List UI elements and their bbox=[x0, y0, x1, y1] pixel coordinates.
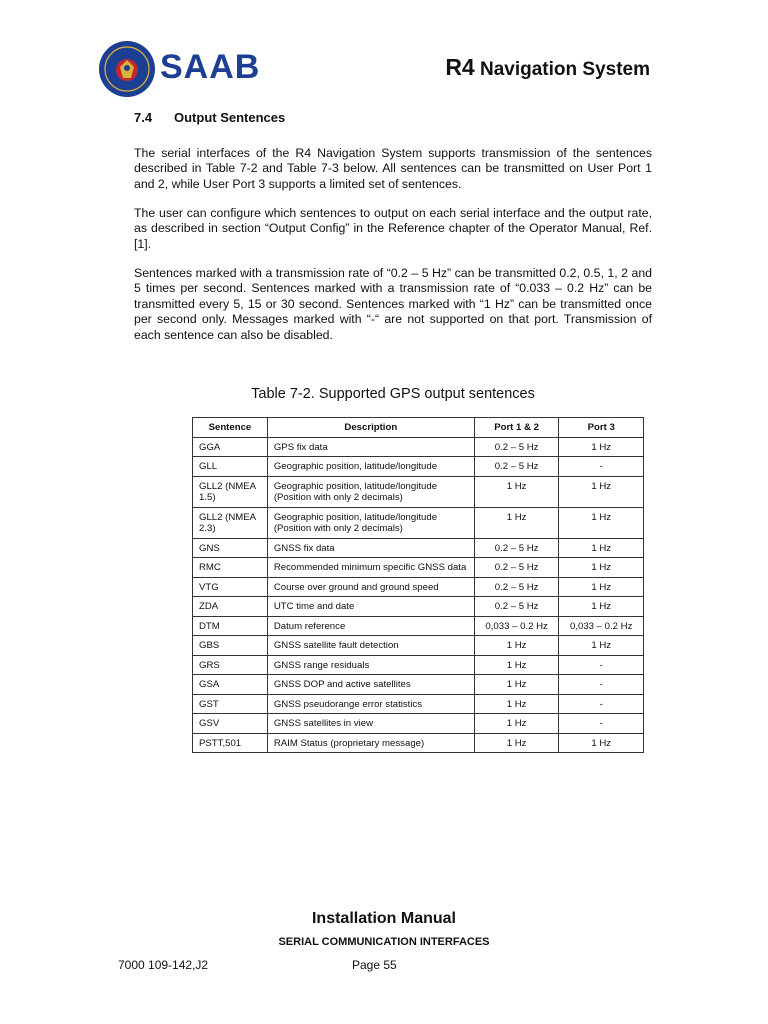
cell-sentence: GLL2 (NMEA 2.3) bbox=[193, 507, 268, 538]
cell-port-3: 1 Hz bbox=[559, 577, 644, 597]
section-title: Output Sentences bbox=[174, 110, 286, 125]
cell-description: Geographic position, latitude/longitude bbox=[267, 457, 474, 477]
page-number: Page 55 bbox=[352, 958, 397, 972]
table-row bbox=[193, 507, 644, 538]
cell-port-1-2: 1 Hz bbox=[474, 507, 559, 538]
cell-port-3: - bbox=[559, 694, 644, 714]
cell-port-3: 1 Hz bbox=[559, 733, 644, 753]
cell-port-3: - bbox=[559, 675, 644, 695]
cell-port-3: 1 Hz bbox=[559, 636, 644, 656]
cell-description: GPS fix data bbox=[267, 437, 474, 457]
column-header-description: Description bbox=[267, 418, 474, 438]
column-header-port-1-2: Port 1 & 2 bbox=[474, 418, 559, 438]
cell-description: GNSS DOP and active satellites bbox=[267, 675, 474, 695]
cell-port-1-2: 0.2 – 5 Hz bbox=[474, 597, 559, 617]
cell-port-1-2: 1 Hz bbox=[474, 476, 559, 507]
header-title-prefix: R4 bbox=[445, 54, 475, 80]
cell-sentence: GNS bbox=[193, 538, 268, 558]
table-row bbox=[193, 714, 644, 734]
cell-port-3: 1 Hz bbox=[559, 597, 644, 617]
cell-port-3: 1 Hz bbox=[559, 476, 644, 507]
cell-sentence: PSTT,501 bbox=[193, 733, 268, 753]
cell-sentence: VTG bbox=[193, 577, 268, 597]
header-title-rest: Navigation System bbox=[474, 59, 650, 80]
cell-port-3: - bbox=[559, 655, 644, 675]
cell-sentence: GST bbox=[193, 694, 268, 714]
cell-sentence: GGA bbox=[193, 437, 268, 457]
cell-port-1-2: 1 Hz bbox=[474, 675, 559, 695]
table-row bbox=[193, 733, 644, 753]
cell-sentence: GBS bbox=[193, 636, 268, 656]
saab-seal-icon bbox=[98, 40, 156, 98]
cell-description: Geographic position, latitude/longitude (Position with only 2 decimals) bbox=[267, 476, 474, 507]
cell-sentence: GLL bbox=[193, 457, 268, 477]
table-row bbox=[193, 577, 644, 597]
cell-sentence: GLL2 (NMEA 1.5) bbox=[193, 476, 268, 507]
table-row bbox=[193, 558, 644, 578]
page-header-title bbox=[445, 54, 650, 81]
paragraph-output-config: The user can configure which sentences to output on each serial interface and the output rate, as described in section “Output Config” in the Reference chapter of the Operator Manual, Ref. [1]. bbox=[134, 206, 652, 251]
column-header-port-3: Port 3 bbox=[559, 418, 644, 438]
cell-sentence: GSA bbox=[193, 675, 268, 695]
cell-port-1-2: 0.2 – 5 Hz bbox=[474, 457, 559, 477]
cell-port-3: 0,033 – 0.2 Hz bbox=[559, 616, 644, 636]
footer-title: Installation Manual bbox=[311, 910, 456, 927]
table-row bbox=[193, 616, 644, 636]
cell-description: GNSS fix data bbox=[267, 538, 474, 558]
document-number: 7000 109-142,J2 bbox=[118, 958, 209, 972]
cell-sentence: DTM bbox=[193, 616, 268, 636]
cell-port-3: - bbox=[559, 457, 644, 477]
gps-output-sentences-table bbox=[192, 417, 644, 753]
table-row bbox=[193, 457, 644, 477]
table-body bbox=[193, 437, 644, 753]
cell-description: Geographic position, latitude/longitude (Position with only 2 decimals) bbox=[267, 507, 474, 538]
cell-description: GNSS satellites in view bbox=[267, 714, 474, 734]
paragraph-serial-interfaces: The serial interfaces of the R4 Navigation System supports transmission of the sentences described in Table 7-2 and Table 7-3 below. All sentences can be transmitted on User Port 1 and 2, while User Port 3 supports a limited set of sentences. bbox=[134, 146, 652, 191]
table-row bbox=[193, 597, 644, 617]
brand-wordmark: SAAB bbox=[160, 48, 261, 86]
cell-port-1-2: 0.2 – 5 Hz bbox=[474, 558, 559, 578]
cell-sentence: ZDA bbox=[193, 597, 268, 617]
cell-description: GNSS range residuals bbox=[267, 655, 474, 675]
cell-port-1-2: 0,033 – 0.2 Hz bbox=[474, 616, 559, 636]
table-row bbox=[193, 655, 644, 675]
cell-description: Datum reference bbox=[267, 616, 474, 636]
table-row bbox=[193, 675, 644, 695]
cell-port-3: - bbox=[559, 714, 644, 734]
cell-port-1-2: 1 Hz bbox=[474, 733, 559, 753]
table-row bbox=[193, 538, 644, 558]
table-row bbox=[193, 437, 644, 457]
cell-port-3: 1 Hz bbox=[559, 538, 644, 558]
table-row bbox=[193, 694, 644, 714]
table-header-row bbox=[193, 418, 644, 438]
cell-sentence: RMC bbox=[193, 558, 268, 578]
cell-port-3: 1 Hz bbox=[559, 437, 644, 457]
cell-description: GNSS pseudorange error statistics bbox=[267, 694, 474, 714]
table-row bbox=[193, 476, 644, 507]
paragraph-transmission-rates: Sentences marked with a transmission rate of “0.2 – 5 Hz” can be transmitted 0.2, 0.5, 1, 2 and 5 times per second. Sentences marked with a transmission rate of “0.033 – 0.2 Hz” can be transmitted every 5, 15 or 30 second. Sentences marked with “1 Hz” can be transmitted once per second only. Messages marked with “-“ are not supported on that port. Transmission of each sentence can also be disabled. bbox=[134, 266, 652, 342]
cell-description: RAIM Status (proprietary message) bbox=[267, 733, 474, 753]
saab-logo bbox=[98, 40, 273, 100]
cell-port-3: 1 Hz bbox=[559, 507, 644, 538]
section-heading bbox=[134, 110, 285, 125]
cell-sentence: GRS bbox=[193, 655, 268, 675]
cell-port-1-2: 0.2 – 5 Hz bbox=[474, 577, 559, 597]
cell-port-1-2: 1 Hz bbox=[474, 636, 559, 656]
cell-description: GNSS satellite fault detection bbox=[267, 636, 474, 656]
cell-port-1-2: 0.2 – 5 Hz bbox=[474, 437, 559, 457]
cell-description: Recommended minimum specific GNSS data bbox=[267, 558, 474, 578]
cell-sentence: GSV bbox=[193, 714, 268, 734]
cell-port-1-2: 1 Hz bbox=[474, 694, 559, 714]
column-header-sentence: Sentence bbox=[193, 418, 268, 438]
cell-description: Course over ground and ground speed bbox=[267, 577, 474, 597]
table-row bbox=[193, 636, 644, 656]
cell-port-3: 1 Hz bbox=[559, 558, 644, 578]
footer-subtitle: SERIAL COMMUNICATION INTERFACES bbox=[278, 936, 490, 948]
cell-port-1-2: 0.2 – 5 Hz bbox=[474, 538, 559, 558]
cell-description: UTC time and date bbox=[267, 597, 474, 617]
section-number: 7.4 bbox=[134, 110, 153, 125]
table-caption: Table 7-2. Supported GPS output sentences bbox=[251, 386, 535, 402]
cell-port-1-2: 1 Hz bbox=[474, 655, 559, 675]
cell-port-1-2: 1 Hz bbox=[474, 714, 559, 734]
